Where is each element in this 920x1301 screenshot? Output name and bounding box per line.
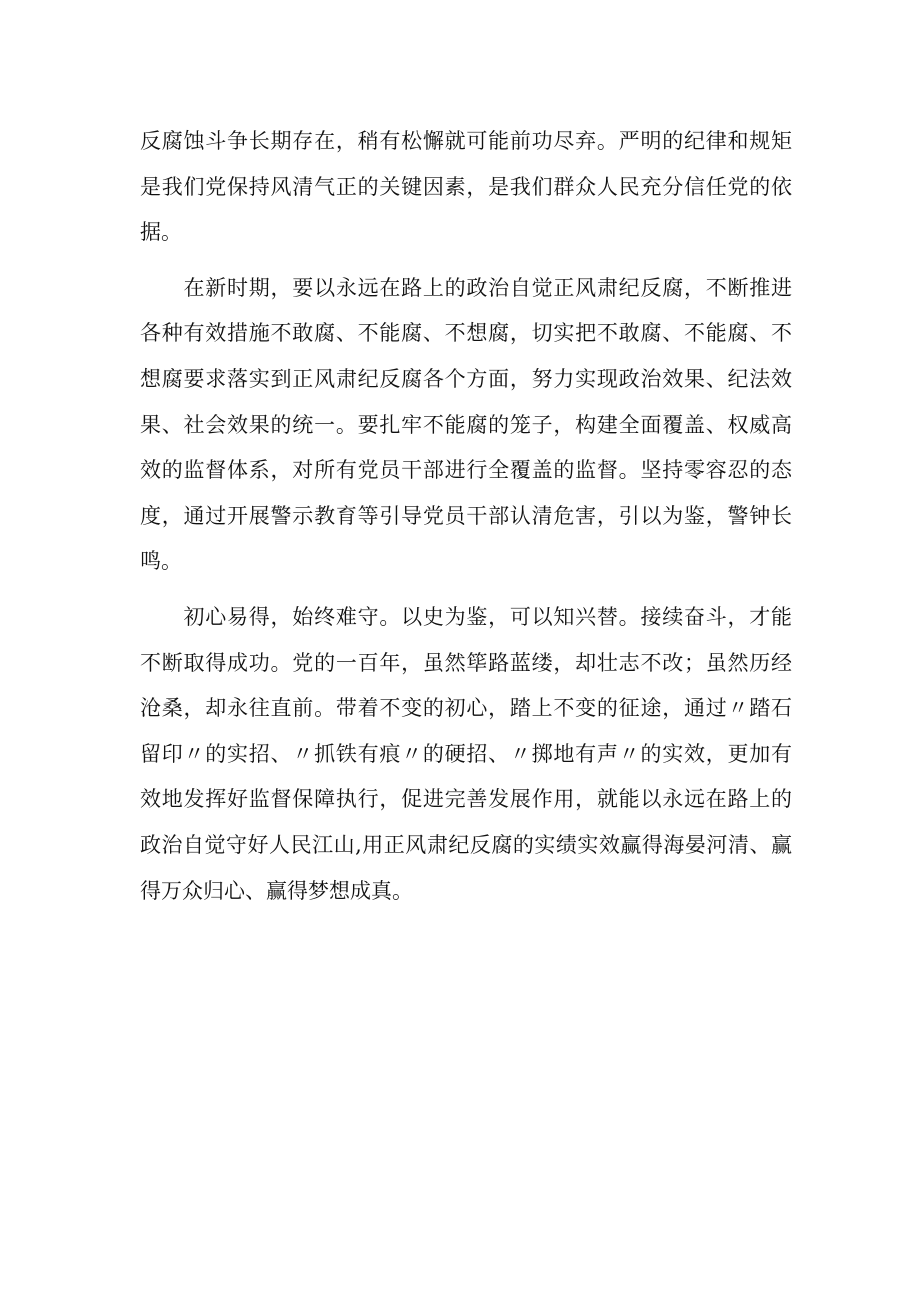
text-line: 想腐要求落实到正风肃纪反腐各个方面，努力实现政治效果、纪法效 [140,366,792,391]
text-line: 留印〃的实招、〃抓铁有痕〃的硬招、〃掷地有声〃的实效，更加有 [140,741,792,766]
text-line: 效的监督体系，对所有党员干部进行全覆盖的监督。坚持零容忍的态 [140,458,792,483]
text-line: 是我们党保持风清气正的关键因素，是我们群众人民充分信任党的依 [140,174,792,199]
text-line: 各种有效措施不敢腐、不能腐、不想腐，切实把不敢腐、不能腐、不 [140,321,792,346]
text-line: 不断取得成功。党的一百年，虽然筚路蓝缕，却壮志不改；虽然历经 [140,650,792,675]
text-line: 沧桑，却永往直前。带着不变的初心，踏上不变的征途，通过〃踏石 [140,696,792,721]
text-line: 据。 [140,220,182,245]
paragraph-1 [140,119,792,256]
text-line: 政治自觉守好人民江山,用正风肃纪反腐的实绩实效赢得海晏河清、赢 [140,832,792,857]
text-line: 果、社会效果的统一。要扎牢不能腐的笼子，构建全面覆盖、权威高 [140,412,792,437]
text-line: 效地发挥好监督保障执行，促进完善发展作用，就能以永远在路上的 [140,787,792,812]
paragraph-2 [140,266,792,585]
text-line: 在新时期，要以永远在路上的政治自觉正风肃纪反腐，不断推进 [140,275,792,300]
text-line: 反腐蚀斗争长期存在，稍有松懈就可能前功尽弃。严明的纪律和规矩 [140,129,792,153]
document-body [140,119,792,914]
paragraph-spacer [140,256,792,266]
paragraph-3 [140,595,792,914]
paragraph-spacer [140,585,792,595]
text-line: 度，通过开展警示教育等引导党员干部认清危害，引以为鉴，警钟长 [140,503,792,528]
text-line: 初心易得，始终难守。以史为鉴，可以知兴替。接续奋斗，才能 [140,604,792,629]
text-line: 得万众归心、赢得梦想成真。 [140,878,413,903]
text-line: 鸣。 [140,549,182,574]
